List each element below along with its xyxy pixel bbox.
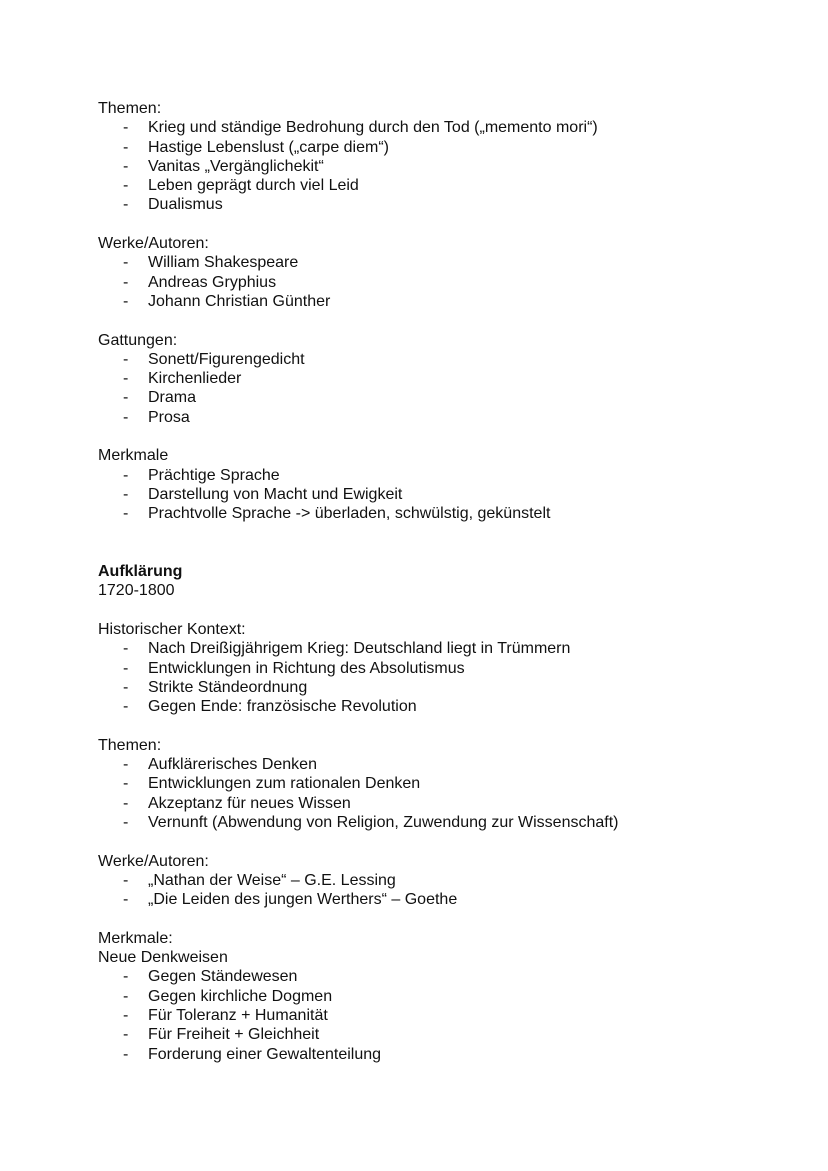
dash-bullet: - <box>123 370 129 388</box>
section-aufklaerung-themen <box>98 736 798 832</box>
dash-bullet: - <box>123 196 129 214</box>
era-header <box>98 562 798 581</box>
list-item: - Dualismus <box>123 196 223 214</box>
section-aufklaerung-kontext <box>98 620 798 716</box>
dash-bullet: - <box>123 273 129 291</box>
era-period: 1720-1800 <box>98 582 175 600</box>
bullet-list <box>98 350 798 427</box>
list-item: - Darstellung von Macht und Ewigkeit <box>123 485 403 503</box>
section-barock-werke <box>98 234 798 311</box>
list-item: - William Shakespeare <box>123 254 299 272</box>
list-item: - Entwicklungen zum rationalen Denken <box>123 775 421 793</box>
section-barock-themen <box>98 99 798 215</box>
bullet-list <box>98 755 798 832</box>
dash-bullet: - <box>123 871 129 889</box>
bullet-list <box>98 253 798 311</box>
list-item: - Kirchenlieder <box>123 370 242 388</box>
dash-bullet: - <box>123 659 129 677</box>
dash-bullet: - <box>123 408 129 426</box>
bullet-list <box>98 967 798 1063</box>
list-item: - Andreas Gryphius <box>123 273 277 291</box>
list-item: - Hastige Lebenslust („carpe diem“) <box>123 138 389 156</box>
list-item: - „Die Leiden des jungen Werthers“ – Goethe <box>123 891 458 909</box>
list-item: - Vanitas „Vergänglichekit“ <box>123 157 324 175</box>
dash-bullet: - <box>123 1006 129 1024</box>
dash-bullet: - <box>123 119 129 137</box>
list-item: - Für Toleranz + Humanität <box>123 1006 328 1024</box>
list-item: - Entwicklungen in Richtung des Absolutismus <box>123 659 465 677</box>
section-heading: Werke/Autoren: <box>98 235 209 253</box>
list-item: - Prosa <box>123 408 190 426</box>
dash-bullet: - <box>123 138 129 156</box>
list-item: - Vernunft (Abwendung von Religion, Zuwendung zur Wissenschaft) <box>123 813 619 831</box>
dash-bullet: - <box>123 1045 129 1063</box>
list-item: - Strikte Ständeordnung <box>123 678 308 696</box>
bullet-list <box>98 118 798 214</box>
dash-bullet: - <box>123 698 129 716</box>
list-item: - Krieg und ständige Bedrohung durch den Tod („memento mori“) <box>123 119 598 137</box>
list-item: - Akzeptanz für neues Wissen <box>123 794 351 812</box>
spacer <box>98 543 798 562</box>
list-item: - Forderung einer Gewaltenteilung <box>123 1045 382 1063</box>
list-item: - Prächtige Sprache <box>123 466 280 484</box>
list-item: - Drama <box>123 389 197 407</box>
dash-bullet: - <box>123 813 129 831</box>
section-subheading: Neue Denkweisen <box>98 949 228 967</box>
section-heading: Themen: <box>98 736 162 754</box>
bullet-list <box>98 466 798 524</box>
dash-bullet: - <box>123 292 129 310</box>
list-item: - Prachtvolle Sprache -> überladen, schwülstig, gekünstelt <box>123 505 551 523</box>
list-item: - Gegen Ende: französische Revolution <box>123 698 417 716</box>
dash-bullet: - <box>123 389 129 407</box>
dash-bullet: - <box>123 891 129 909</box>
section-aufklaerung-merkmale <box>98 929 798 1064</box>
era-title: Aufklärung <box>98 562 182 581</box>
list-item: - Leben geprägt durch viel Leid <box>123 177 359 195</box>
dash-bullet: - <box>123 350 129 368</box>
list-item: - Sonett/Figurengedicht <box>123 350 305 368</box>
section-heading: Merkmale <box>98 447 169 465</box>
list-item: - „Nathan der Weise“ – G.E. Lessing <box>123 871 396 889</box>
dash-bullet: - <box>123 466 129 484</box>
bullet-list <box>98 639 798 716</box>
dash-bullet: - <box>123 1026 129 1044</box>
section-heading: Merkmale: <box>98 929 173 947</box>
dash-bullet: - <box>123 254 129 272</box>
section-heading: Werke/Autoren: <box>98 852 209 870</box>
dash-bullet: - <box>123 756 129 774</box>
list-item: - Johann Christian Günther <box>123 292 331 310</box>
list-item: - Nach Dreißigjährigem Krieg: Deutschland liegt in Trümmern <box>123 640 571 658</box>
dash-bullet: - <box>123 640 129 658</box>
list-item: - Gegen Ständewesen <box>123 968 298 986</box>
dash-bullet: - <box>123 157 129 175</box>
dash-bullet: - <box>123 678 129 696</box>
section-heading: Themen: <box>98 100 162 117</box>
document-page <box>98 99 798 1083</box>
dash-bullet: - <box>123 505 129 523</box>
list-item: - Aufklärerisches Denken <box>123 756 317 774</box>
dash-bullet: - <box>123 987 129 1005</box>
dash-bullet: - <box>123 968 129 986</box>
section-barock-gattungen <box>98 331 798 427</box>
list-item: - Gegen kirchliche Dogmen <box>123 987 333 1005</box>
section-heading: Historischer Kontext: <box>98 621 246 639</box>
section-heading: Gattungen: <box>98 331 178 349</box>
dash-bullet: - <box>123 485 129 503</box>
bullet-list <box>98 871 798 910</box>
dash-bullet: - <box>123 794 129 812</box>
dash-bullet: - <box>123 775 129 793</box>
list-item: - Für Freiheit + Gleichheit <box>123 1026 320 1044</box>
section-barock-merkmale <box>98 446 798 523</box>
section-aufklaerung-werke <box>98 852 798 910</box>
dash-bullet: - <box>123 177 129 195</box>
